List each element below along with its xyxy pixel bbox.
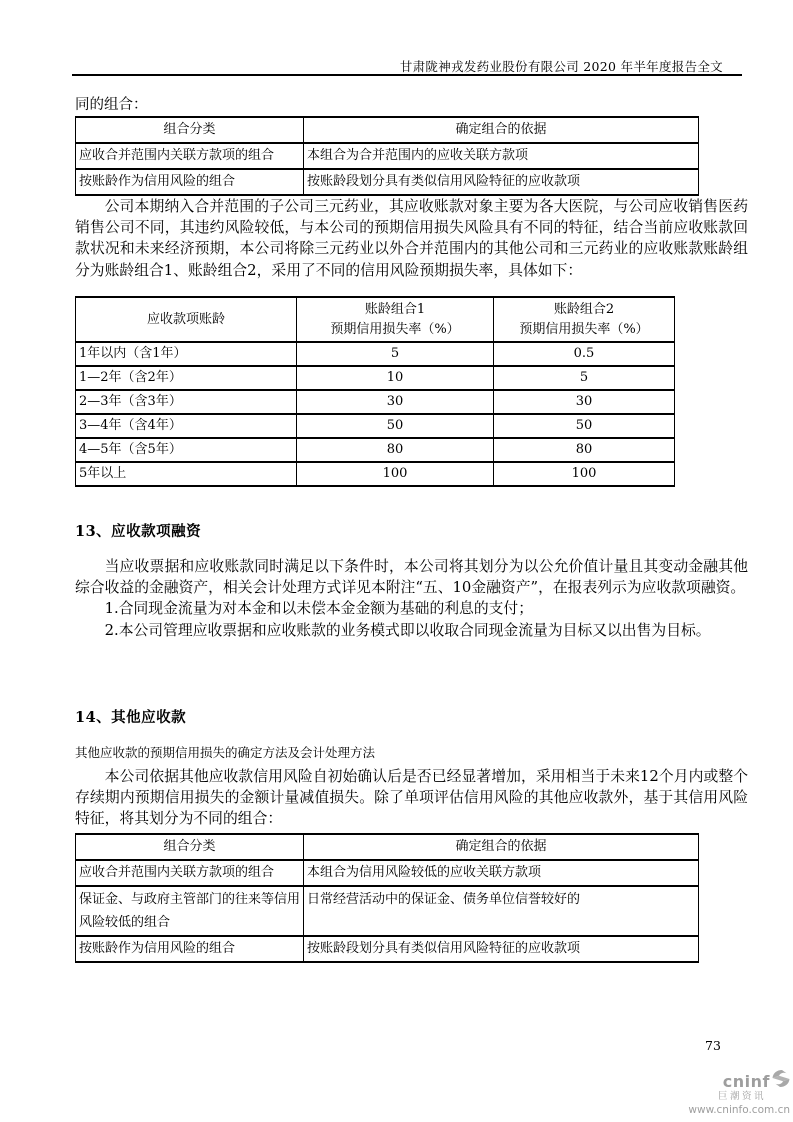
table-cell: 应收合并范围内关联方款项的组合 — [76, 860, 304, 886]
report-header-title: 甘肃陇神戎发药业股份有限公司 2020 年半年度报告全文 — [399, 59, 723, 74]
aging-cell: 5年以上 — [76, 462, 297, 486]
table-row — [76, 936, 699, 962]
table-row — [76, 169, 699, 195]
cninfo-logo — [670, 1070, 790, 1115]
rate-cell: 5 — [297, 342, 494, 366]
cninfo-brand-text: cninf — [722, 1072, 770, 1091]
table-row — [76, 886, 699, 936]
rate-cell: 80 — [297, 438, 494, 462]
aging-cell: 2—3年（含3年） — [76, 390, 297, 414]
table-header-cell: 确定组合的依据 — [304, 117, 699, 143]
table-cell: 按账龄段划分具有类似信用风险特征的应收款项 — [304, 936, 699, 962]
header-line: 预期信用损失率（%） — [330, 321, 460, 337]
page-number: 73 — [705, 1038, 721, 1053]
cninfo-swirl-icon — [772, 1070, 790, 1090]
rate-cell: 80 — [494, 438, 675, 462]
table-row — [76, 462, 675, 486]
rate-cell: 30 — [494, 390, 675, 414]
section-13-paragraph: 当应收票据和应收账款同时满足以下条件时，本公司将其划分为以公允价值计量且其变动金融其他综合收益的金融资产，相关会计处理方式详见本附注“五、10金融资产”，在报表列示为应收款项融资。 — [75, 558, 748, 597]
table-cell: 本组合为合并范围内的应收关联方款项 — [304, 143, 699, 169]
table-row — [76, 143, 699, 169]
cninfo-url: www.cninfo.com.cn — [688, 1103, 790, 1116]
table-header-cell — [494, 297, 675, 342]
header-line: 预期信用损失率（%） — [519, 321, 649, 337]
rate-cell: 100 — [494, 462, 675, 486]
table-header-cell: 组合分类 — [76, 117, 304, 143]
aging-cell: 4—5年（含5年） — [76, 438, 297, 462]
table-row — [76, 366, 675, 390]
aging-cell: 1—2年（含2年） — [76, 366, 297, 390]
rate-cell: 0.5 — [494, 342, 675, 366]
portfolio-table-receivables — [75, 116, 699, 196]
rate-cell: 50 — [297, 414, 494, 438]
table-header-row — [76, 117, 699, 143]
table-row — [76, 438, 675, 462]
table-row — [76, 342, 675, 366]
rate-cell: 50 — [494, 414, 675, 438]
table-header-cell: 确定组合的依据 — [304, 834, 699, 860]
table-cell: 按账龄作为信用风险的组合 — [76, 936, 304, 962]
header-line: 账龄组合2 — [553, 301, 615, 317]
table-row — [76, 414, 675, 438]
table-header-row — [76, 297, 675, 342]
table-cell: 日常经营活动中的保证金、债务单位信誉较好的 — [304, 886, 699, 936]
portfolio-table-other-receivables — [75, 833, 699, 963]
rate-cell: 10 — [297, 366, 494, 390]
table-header-cell — [297, 297, 494, 342]
paragraph-sanyuan-credit-risk: 公司本期纳入合并范围的子公司三元药业，其应收账款对象主要为各大医院，与公司应收销售医药销售公司不同，其违约风险较低，与本公司的预期信用损失风险具有不同的特征，结合当前应收账款回款状况和未来经济预期，本公司将除三元药业以外合并范围内的其他公司和三元药业的应收账款账龄组分为账龄组合1、账龄组合2，采用了不同的信用风险预期损失率，具体如下： — [75, 198, 748, 279]
lead-in-text: 同的组合： — [75, 97, 148, 113]
table-cell: 按账龄作为信用风险的组合 — [76, 169, 304, 195]
table-header-cell: 应收款项账龄 — [76, 297, 297, 342]
cninfo-brand-chinese: 巨潮资讯 — [717, 1091, 766, 1102]
aging-cell: 1年以内（含1年） — [76, 342, 297, 366]
section-14-method-note: 其他应收款的预期信用损失的确定方法及会计处理方法 — [75, 745, 376, 760]
rate-cell: 30 — [297, 390, 494, 414]
rate-cell: 5 — [494, 366, 675, 390]
table-cell: 应收合并范围内关联方款项的组合 — [76, 143, 304, 169]
rate-cell: 100 — [297, 462, 494, 486]
section-13-item-1: 1.合同现金流量为对本金和以未偿本金金额为基础的利息的支付； — [104, 600, 534, 618]
table-cell: 本组合为信用风险较低的应收关联方款项 — [304, 860, 699, 886]
aging-loss-rate-table — [75, 296, 675, 487]
section-13-item-2: 2.本公司管理应收票据和应收账款的业务模式即以收取合同现金流量为目标又以出售为目标。 — [104, 621, 711, 639]
table-row — [76, 860, 699, 886]
section-13-body — [75, 556, 748, 641]
table-row — [76, 390, 675, 414]
table-header-cell: 组合分类 — [76, 834, 304, 860]
section-14-paragraph: 本公司依据其他应收款信用风险自初始确认后是否已经显著增加，采用相当于未来12个月内或整个存续期内预期信用损失的金额计量减值损失。除了单项评估信用风险的其他应收款外，基于其信用风险特征，将其划分为不同的组合： — [75, 768, 748, 828]
section-14-body — [75, 766, 748, 830]
section-13-heading: 13、应收款项融资 — [75, 523, 202, 540]
aging-cell: 3—4年（含4年） — [76, 414, 297, 438]
table-cell: 保证金、与政府主管部门的往来等信用风险较低的组合 — [76, 886, 304, 936]
header-rule — [72, 74, 742, 76]
table-cell: 按账龄段划分具有类似信用风险特征的应收款项 — [304, 169, 699, 195]
section-14-heading: 14、其他应收款 — [75, 709, 187, 726]
header-line: 账龄组合1 — [364, 301, 426, 317]
table-header-row — [76, 834, 699, 860]
